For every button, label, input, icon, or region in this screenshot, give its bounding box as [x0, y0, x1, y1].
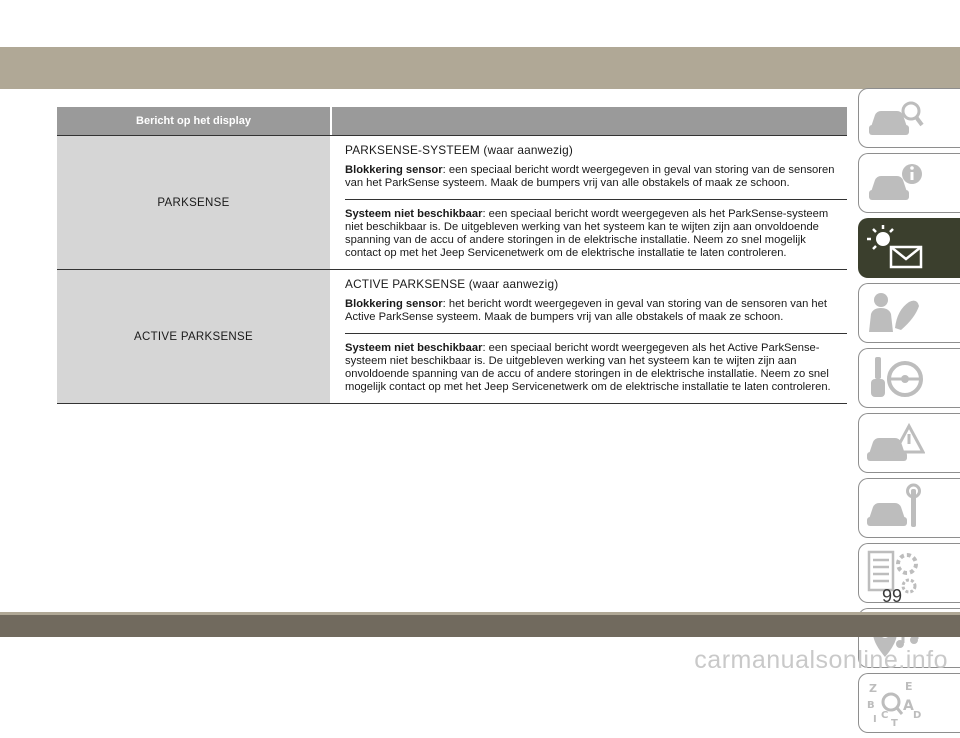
row-body: [330, 270, 847, 403]
top-band: [0, 47, 960, 89]
entry-term: Systeem niet beschikbaar: [345, 342, 483, 354]
entry-sensor-blocked: [345, 270, 847, 333]
entry-text: : een speciaal bericht wordt weergegeven als het ParkSense-systeem niet beschikbaar is. De uitgebleven werking van het systeem kan te wijten zijn aan onvoldoende spanning van de accu of andere storingen in de elektrische installatie. Neem zo snel mogelijk contact op met het Jeep Servicenetwerk om de elektrische installatie te laten controleren.: [345, 208, 829, 259]
display-message-table: [57, 107, 847, 404]
car-warning-icon: [865, 418, 925, 468]
table-header: [57, 107, 847, 135]
watermark: carmanualsonline.info: [694, 646, 948, 674]
warning-light-message-icon: [865, 223, 925, 273]
car-info-icon: [865, 158, 925, 208]
svg-text:A: A: [903, 698, 914, 714]
tab-starting-driving[interactable]: [858, 348, 960, 408]
svg-text:T: T: [891, 718, 898, 728]
header-display-message: Bericht op het display: [57, 107, 330, 135]
car-tools-icon: [865, 483, 925, 533]
tab-instrument-panel[interactable]: [858, 153, 960, 213]
tab-servicing-maintenance[interactable]: [858, 478, 960, 538]
steering-key-icon: [865, 353, 925, 403]
svg-text:I: I: [873, 714, 877, 725]
row-label: PARKSENSE: [57, 136, 330, 269]
entry-term: Blokkering sensor: [345, 164, 443, 176]
svg-text:C: C: [881, 710, 889, 721]
tab-index[interactable]: [858, 673, 960, 733]
person-safety-icon: [865, 288, 925, 338]
entry-text: : een speciaal bericht wordt weergegeven als het Active ParkSense-systeem niet beschikbaar is. De uitgebleven werking van het systeem kan te wijten zijn aan onvoldoende spanning van de accu of andere storingen in de elektrische installatie. Neem zo snel mogelijk contact op met het Jeep Servicenetwerk om de elektrische installatie te laten controleren.: [345, 342, 831, 393]
tab-safety[interactable]: [858, 283, 960, 343]
entry-term: Blokkering sensor: [345, 298, 443, 310]
svg-text:E: E: [905, 680, 913, 693]
chapter-tabs: [858, 88, 960, 738]
car-search-icon: [865, 93, 925, 143]
row-label: ACTIVE PARKSENSE: [57, 270, 330, 403]
system-heading: ACTIVE PARKSENSE (waar aanwezig): [345, 277, 559, 291]
svg-text:Z: Z: [869, 682, 877, 695]
entry-text: : het bericht wordt weergegeven in geval van storing van de sensoren van het Active ParkSense systeem. Maak de bumpers vrij van alle obstakels of maak ze schoon.: [345, 298, 827, 323]
entry-text: : een speciaal bericht wordt weergegeven in geval van storing van de sensoren van het ParkSense systeem. Maak de bumpers vrij van alle obstakels of maak ze schoon.: [345, 164, 835, 189]
bottom-band: [0, 612, 960, 637]
entry-system-unavailable: [345, 199, 847, 269]
entry-term: Systeem niet beschikbaar: [345, 208, 483, 220]
svg-text:B: B: [867, 700, 875, 711]
tab-emergency[interactable]: [858, 413, 960, 473]
alphabetical-index-icon: [865, 678, 925, 728]
tab-warning-lights-messages[interactable]: [858, 218, 960, 278]
table-row-parksense: [57, 135, 847, 269]
row-body: [330, 136, 847, 269]
system-heading: PARKSENSE-SYSTEEM (waar aanwezig): [345, 143, 573, 157]
table-row-active-parksense: [57, 269, 847, 403]
svg-text:D: D: [913, 710, 922, 721]
page-number: 99: [881, 586, 903, 606]
tab-getting-to-know-vehicle[interactable]: [858, 88, 960, 148]
entry-sensor-blocked: [345, 136, 847, 199]
header-description: [332, 107, 847, 135]
entry-system-unavailable: [345, 333, 847, 403]
